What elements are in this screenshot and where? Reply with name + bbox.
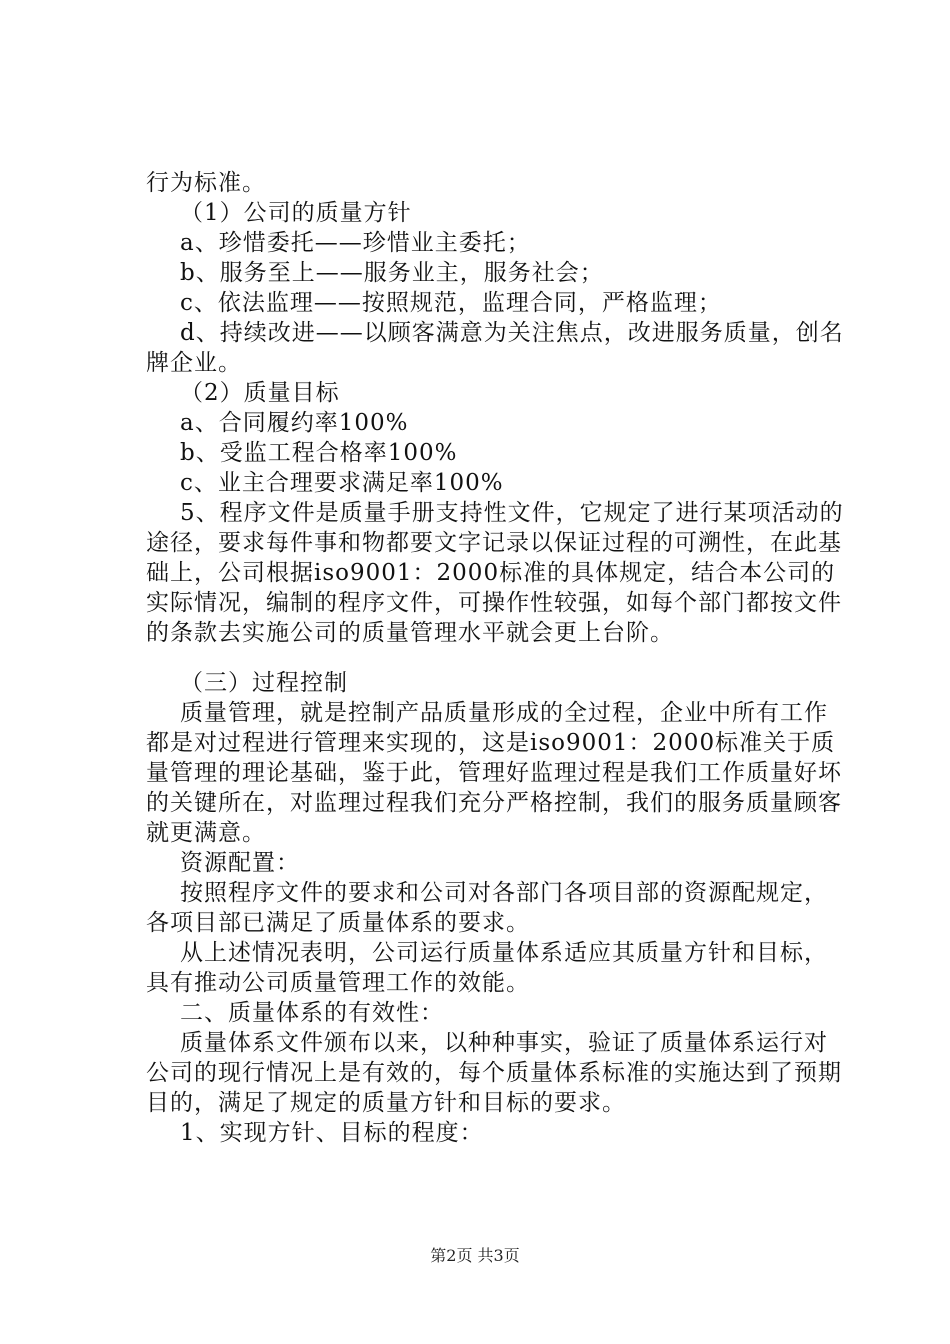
list-item: b、受监工程合格率100% xyxy=(180,440,458,466)
list-item: a、合同履约率100% xyxy=(180,410,409,436)
subheading-quality-targets: （2）质量目标 xyxy=(180,380,340,406)
list-item: c、业主合理要求满足率100% xyxy=(180,470,504,496)
list-item: d、持续改进——以顾客满意为关注焦点，改进服务质量，创名牌企业。 xyxy=(146,320,844,376)
paragraph-heading: 资源配置： xyxy=(180,850,300,876)
paragraph: 从上述情况表明，公司运行质量体系适应其质量方针和目标，具有推动公司质量管理工作的效能。 xyxy=(146,940,828,996)
list-item: a、珍惜委托——珍惜业主委托； xyxy=(180,230,531,256)
page-footer: 第2页 共3页 xyxy=(430,1246,520,1265)
paragraph: 行为标准。 xyxy=(146,170,266,196)
paragraph: 5、程序文件是质量手册支持性文件，它规定了进行某项活动的途径，要求每件事和物都要文字记录以保证过程的可溯性，在此基础上，公司根据iso9001：2000标准的具体规定，结合本公司的实际情况，编制的程序文件，可操作性较强，如每个部门都按文件的条款去实施公司的质量管理水平就会更上台阶。 xyxy=(146,500,844,646)
paragraph-spacer xyxy=(146,648,846,668)
section-heading-process-control: （三）过程控制 xyxy=(180,670,348,696)
document-body xyxy=(146,168,846,1148)
section-heading-effectiveness: 二、质量体系的有效性： xyxy=(180,1000,444,1026)
subheading-quality-policy: （1）公司的质量方针 xyxy=(180,200,412,226)
paragraph: 质量管理，就是控制产品质量形成的全过程，企业中所有工作都是对过程进行管理来实现的，这是iso9001：2000标准关于质量管理的理论基础，鉴于此，管理好监理过程是我们工作质量好坏的关键所在，对监理过程我们充分严格控制，我们的服务质量顾客就更满意。 xyxy=(146,700,842,846)
paragraph-heading: 1、实现方针、目标的程度： xyxy=(180,1120,484,1146)
paragraph: 质量体系文件颁布以来，以种种事实，验证了质量体系运行对公司的现行情况上是有效的，每个质量体系标准的实施达到了预期目的，满足了规定的质量方针和目标的要求。 xyxy=(146,1030,842,1116)
paragraph: 按照程序文件的要求和公司对各部门各项目部的资源配规定，各项目部已满足了质量体系的要求。 xyxy=(146,880,828,936)
list-item: b、服务至上——服务业主，服务社会； xyxy=(180,260,604,286)
list-item: c、依法监理——按照规范，监理合同，严格监理； xyxy=(180,290,722,316)
